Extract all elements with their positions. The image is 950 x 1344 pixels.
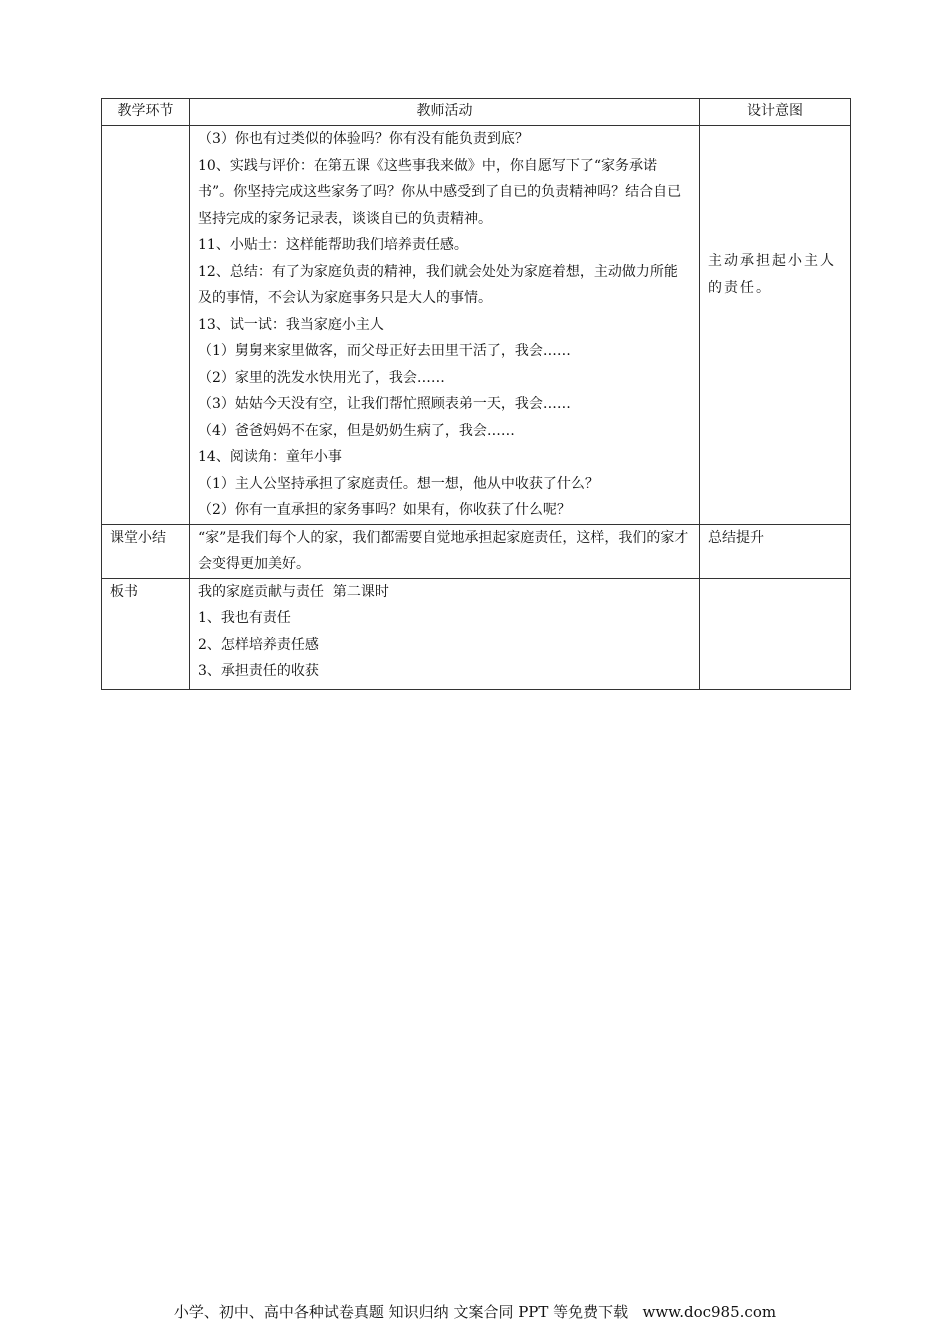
activity-line: 2、怎样培养责任感: [198, 636, 319, 653]
activity-line: （1）主人公坚持承担了家庭责任。想一想，他从中收获了什么？: [198, 475, 599, 492]
activity-line: 10、实践与评价：在第五课《这些事我来做》中，你自愿写下了“家务承诺书”。你坚持完成这些家务了吗？你从中感受到了自已的负责精神吗？结合自已坚持完成的家务记录表，谈谈自已的负责精神。: [198, 157, 682, 227]
intent-cell: [700, 126, 851, 525]
activity-line: （3）你也有过类似的体验吗？你有没有能负责到底？: [198, 131, 529, 147]
activity-line: （1）舅舅来家里做客，而父母正好去田里干活了，我会……: [198, 343, 571, 359]
activity-line: （4）爸爸妈妈不在家，但是奶奶生病了，我会……: [198, 422, 515, 439]
intent-text: 主动承担起小主人的责任。: [708, 253, 836, 296]
activity-line: （2）你有一直承担的家务事吗？如果有，你收获了什么呢？: [198, 502, 571, 518]
stage-cell: [102, 126, 190, 525]
stage-cell: 板书: [102, 578, 190, 689]
table-row-summary: [102, 524, 851, 578]
header-stage: 教学环节: [102, 99, 190, 126]
activity-line: （2）家里的洗发水快用光了，我会……: [198, 369, 445, 386]
activity-line: 我的家庭贡献与责任 第二课时: [198, 583, 389, 600]
page-footer: 小学、初中、高中各种试卷真题 知识归纳 文案合同 PPT 等免费下载 www.doc985.com: [173, 1303, 777, 1321]
activity-line: 11、小贴士：这样能帮助我们培养责任感。: [198, 237, 468, 253]
header-design-intent: 设计意图: [700, 99, 851, 126]
stage-cell: 课堂小结: [102, 524, 190, 578]
activity-line: 3、承担责任的收获: [198, 663, 319, 679]
activity-cell: [190, 126, 700, 525]
intent-cell: [700, 578, 851, 689]
header-teacher-activity: 教师活动: [190, 99, 700, 126]
table-row-board: [102, 578, 851, 689]
table-row-activities: [102, 126, 851, 525]
activity-line: 1、我也有责任: [198, 610, 291, 626]
activity-cell: [190, 578, 700, 689]
activity-line: 14、阅读角：童年小事: [198, 449, 342, 465]
activity-cell: [190, 524, 700, 578]
activity-line: 13、试一试：我当家庭小主人: [198, 316, 384, 333]
activity-line: “家”是我们每个人的家，我们都需要自觉地承担起家庭责任，这样，我们的家才会变得更加美好。: [198, 529, 689, 572]
intent-cell: 总结提升: [700, 524, 851, 578]
table-header-row: [102, 99, 851, 126]
lesson-plan-table: [101, 98, 851, 690]
activity-line: 12、总结：有了为家庭负责的精神，我们就会处处为家庭着想，主动做力所能及的事情，不会认为家庭事务只是大人的事情。: [198, 263, 678, 306]
activity-line: （3）姑姑今天没有空，让我们帮忙照顾表弟一天，我会……: [198, 396, 571, 412]
